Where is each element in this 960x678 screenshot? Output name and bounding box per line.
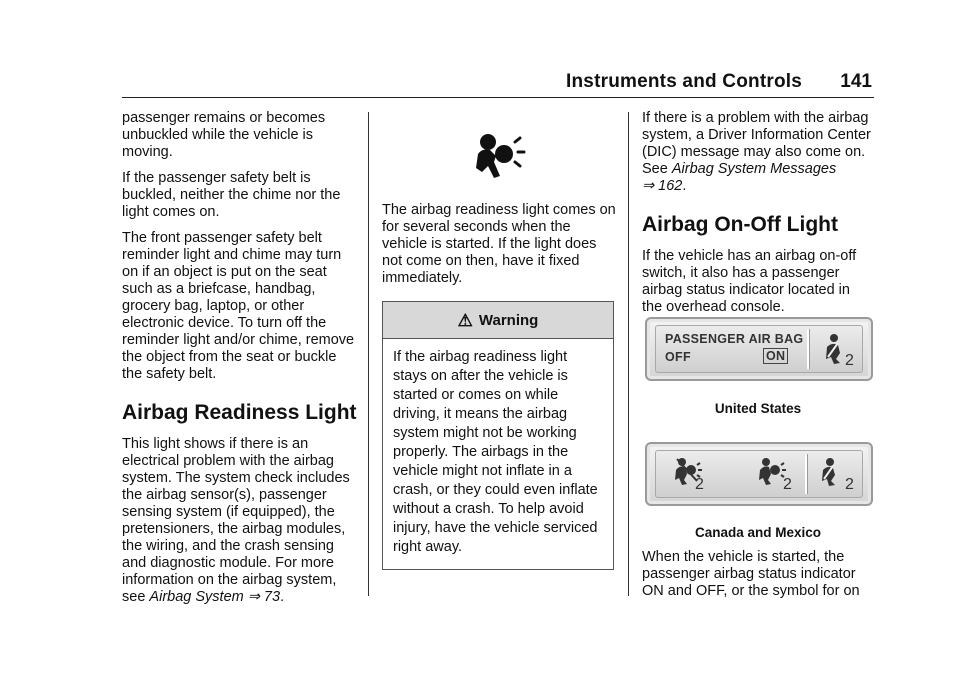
warning-icon: ⚠ <box>457 310 473 330</box>
page-reference[interactable]: ⇒ 162 <box>642 178 683 194</box>
paragraph-text: This light shows if there is an electrical problem with the airbag system. The system check includes the airbag sensor(s), passenger sensing system (if equipped), the pretensioners, the airbag modules, the wiring, and the crash sensing and diagnostic module. For more information on the airbag system, see <box>122 436 350 605</box>
paragraph: If the vehicle has an airbag on-off switch, it also has a passenger airbag status indicator located in the overhead console. <box>642 248 857 315</box>
panel-on-label: ON <box>763 348 788 364</box>
link-airbag-system-messages[interactable]: Airbag System Messages <box>671 161 837 177</box>
period: . <box>682 178 687 194</box>
link-airbag-system[interactable]: Airbag System <box>149 589 244 605</box>
section-title: Instruments and Controls <box>566 71 802 92</box>
page-number: 141 <box>840 71 872 92</box>
paragraph <box>122 436 358 606</box>
column-divider-right <box>628 112 629 596</box>
left-column <box>122 110 358 615</box>
column-divider-left <box>368 112 369 596</box>
warning-header <box>383 302 613 339</box>
seat-number: 2 <box>783 476 793 493</box>
paragraph: The airbag readiness light comes on for several seconds when the vehicle is started. If the light does not come on then, have it fixed immediately. <box>382 202 616 286</box>
panel-separator <box>807 329 809 369</box>
seat-number: 2 <box>695 476 705 493</box>
caption-canada-mexico: Canada and Mexico <box>694 525 822 540</box>
paragraph: When the vehicle is started, the passenger airbag status indicator ON and OFF, or the symbol for on <box>642 549 860 599</box>
paragraph: If the passenger safety belt is buckled, neither the chime nor the light comes on. <box>122 170 341 220</box>
page-header <box>122 0 874 98</box>
seat-number: 2 <box>845 476 855 493</box>
heading-airbag-readiness: Airbag Readiness Light <box>122 401 357 424</box>
panel-off-label: OFF <box>665 350 691 364</box>
header-rule <box>122 97 874 98</box>
warning-title: Warning <box>478 311 539 329</box>
paragraph-text: If there is a problem with the airbag system, a Driver Information Center (DIC) message may also come on. See <box>642 110 871 177</box>
paragraph: passenger remains or becomes unbuckled while the vehicle is moving. <box>122 110 326 160</box>
us-status-panel <box>645 317 873 381</box>
paragraph: The front passenger safety belt reminder light and chime may turn on if an object is put on the seat such as a briefcase, handbag, grocery bag, laptop, or other electronic device. To turn off the reminder light and/or chime, remove the object from the seat or buckle the safety belt. <box>122 230 355 382</box>
period: . <box>280 589 285 605</box>
paragraph <box>642 110 874 195</box>
right-column <box>642 110 874 325</box>
seat-number: 2 <box>845 352 855 369</box>
warning-box <box>382 301 614 570</box>
panel-label: PASSENGER AIR BAG <box>665 332 804 346</box>
panel-separator <box>805 454 807 494</box>
icon-wrap <box>382 110 618 202</box>
canada-mexico-status-panel <box>645 442 873 506</box>
page-reference[interactable]: ⇒ 73 <box>247 589 281 605</box>
right-column-bottom <box>642 549 874 609</box>
airbag-readiness-icon <box>474 132 530 182</box>
heading-airbag-on-off: Airbag On-Off Light <box>642 213 838 236</box>
warning-body: If the airbag readiness light stays on after the vehicle is started or comes on while driving, it means the airbag system might not be working properly. The airbags in the vehicle might not inflate in a crash, or they could even inflate without a crash. To help avoid injury, have the vehicle serviced right away. <box>393 349 598 555</box>
caption-united-states: United States <box>714 401 802 416</box>
middle-column <box>382 110 618 570</box>
